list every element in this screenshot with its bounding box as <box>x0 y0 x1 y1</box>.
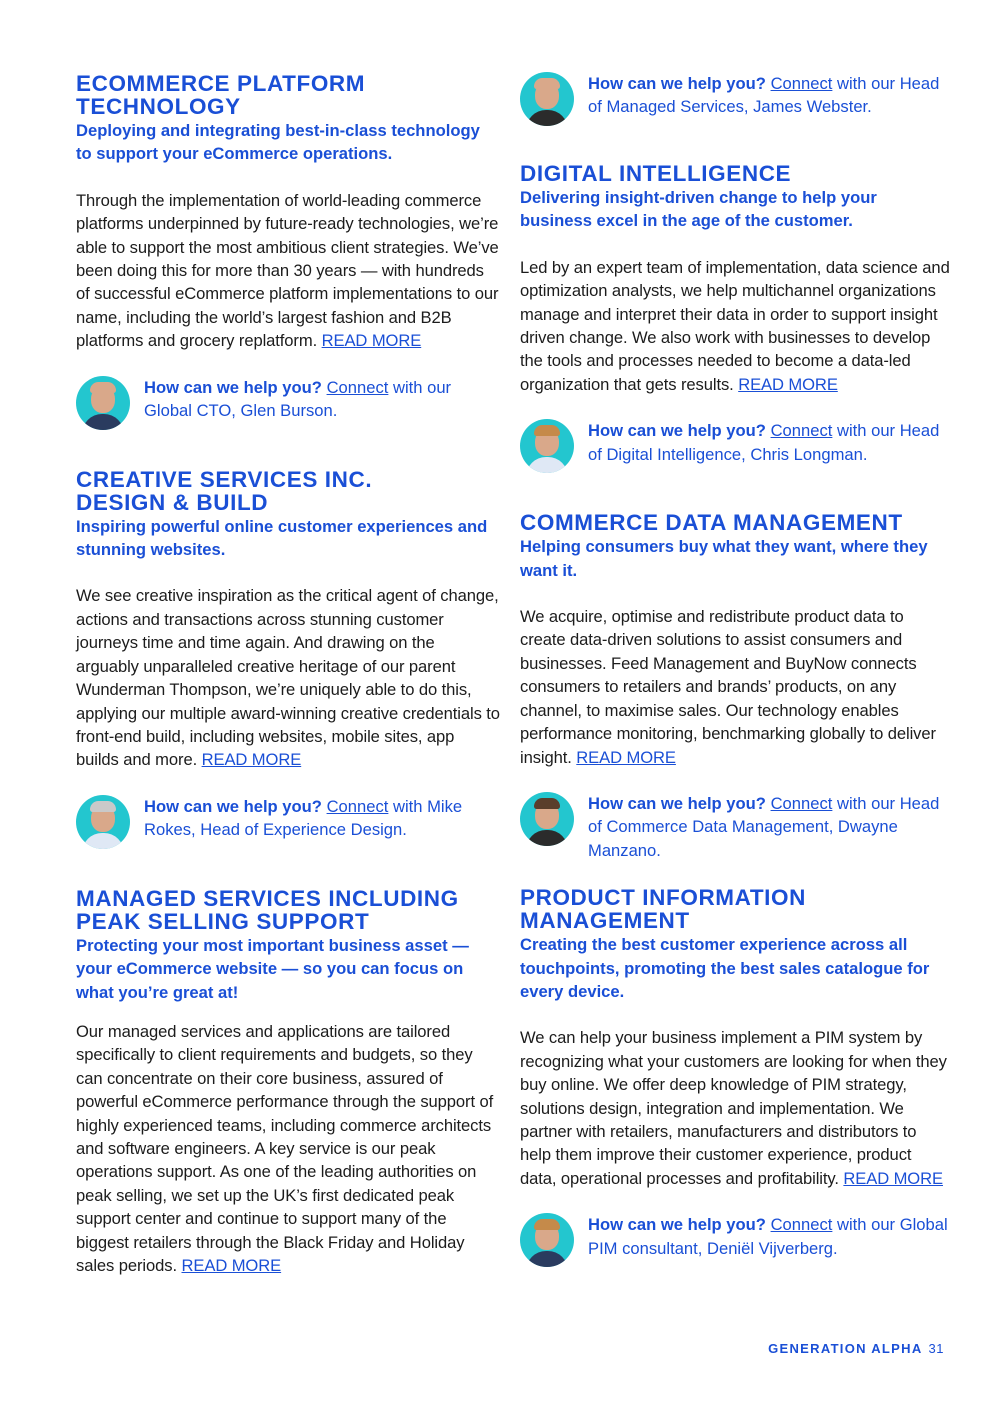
contact-text <box>144 795 500 842</box>
connect-link[interactable]: Connect <box>770 421 833 441</box>
avatar <box>520 72 574 126</box>
section-subtitle: Creating the best customer experience across all touchpoints, promoting the best sales catalogue for every device. <box>520 935 930 1001</box>
section-body <box>520 1026 950 1190</box>
section-digital-intelligence <box>520 162 950 473</box>
connect-link[interactable]: Connect <box>770 793 833 813</box>
section-title: PRODUCT INFORMATION MANAGEMENT <box>520 885 806 934</box>
section-title: CREATIVE SERVICES INC. DESIGN & BUILD <box>76 466 373 515</box>
right-column <box>520 72 950 1305</box>
contact-card <box>520 72 950 126</box>
connect-link[interactable]: Connect <box>326 377 389 397</box>
section-title: DIGITAL INTELLIGENCE <box>520 161 792 186</box>
avatar <box>520 419 574 473</box>
body-text: We can help your business implement a PIM system by recognizing what your customers are looking for when they buy online. We offer deep knowledge of PIM strategy, solutions design, integration and implementation. We partner with retailers, manufacturers and distributors to help them improve their customer experience, product data, operational processes and profitability. <box>520 1028 947 1188</box>
contact-text <box>588 792 950 862</box>
body-text: We see creative inspiration as the critical agent of change, actions and transactions across stunning customer journeys time and time again. And drawing on the arguably unparalleled creative heritage of our parent Wunderman Thompson, we’re uniquely able to do this, applying our multiple award-winning creative credentials to front-end build, including websites, mobile sites, app builds and more. <box>76 586 500 770</box>
read-more-link[interactable]: READ MORE <box>576 747 676 767</box>
read-more-link[interactable]: READ MORE <box>181 1256 282 1275</box>
contact-question: How can we help you? <box>144 377 327 397</box>
section-creative-services <box>76 468 500 849</box>
section-body <box>520 256 950 396</box>
contact-card <box>520 792 950 862</box>
section-subtitle: Protecting your most important business asset — your eCommerce website — so you can focus on what you’re great at! <box>76 935 469 1002</box>
avatar <box>520 1213 574 1267</box>
contact-details: with Mike Rokes, Head of Experience Design. <box>144 796 463 840</box>
page-footer <box>768 1341 944 1356</box>
section-title: COMMERCE DATA MANAGEMENT <box>520 510 903 536</box>
avatar <box>76 795 130 849</box>
contact-text <box>144 376 500 423</box>
section-subtitle: Helping consumers buy what they want, where they want it. <box>520 537 928 580</box>
contact-details: with our Global PIM consultant, Deniël Vijverberg. <box>588 1215 948 1258</box>
contact-card <box>520 1213 950 1267</box>
section-body <box>520 605 950 769</box>
read-more-link[interactable]: READ MORE <box>738 374 838 394</box>
body-text: Our managed services and applications are tailored specifically to client requirements and budgets, so they can concentrate on their core business, assured of powerful eCommerce performance through the support of highly experienced teams, including commerce architects and software engineers. A key service is our peak operations support. As one of the leading authorities on peak selling, we set up the UK’s first dedicated peak support center and continue to support many of the biggest retailers through the Black Friday and Holiday sales periods. <box>76 1021 494 1275</box>
section-title: ECOMMERCE PLATFORM TECHNOLOGY <box>76 71 366 119</box>
section-subtitle: Delivering insight-driven change to help your business excel in the age of the customer. <box>520 188 877 231</box>
body-text: Through the implementation of world-leading commerce platforms underpinned by future-ready technologies, we’re able to support the most ambitious client strategies. We’ve been doing this for more than 30 years — with hundreds of successful eCommerce platform implementations to our name, including the world’s largest fashion and B2B platforms and grocery replatform. <box>76 190 499 351</box>
contact-question: How can we help you? <box>588 74 771 93</box>
section-managed-services-contact <box>520 72 950 126</box>
section-subtitle: Inspiring powerful online customer experiences and stunning websites. <box>76 516 488 560</box>
body-text: Led by an expert team of implementation, data science and optimization analysts, we help multichannel organizations manage and interpret their data in order to support insight driven change. We also work with businesses to develop the tools and processes needed to become a data-led organization that gets results. <box>520 257 950 394</box>
contact-question: How can we help you? <box>588 793 771 813</box>
contact-question: How can we help you? <box>588 421 771 441</box>
footer-brand: GENERATION ALPHA <box>768 1341 923 1356</box>
read-more-link[interactable]: READ MORE <box>843 1168 943 1188</box>
contact-text <box>588 72 950 119</box>
read-more-link[interactable]: READ MORE <box>321 331 422 351</box>
avatar <box>520 792 574 846</box>
section-ecommerce-platform <box>76 72 500 430</box>
contact-card <box>520 419 950 473</box>
contact-details: with our Head of Commerce Data Management, Dwayne Manzano. <box>588 793 940 860</box>
contact-text <box>588 419 950 466</box>
avatar <box>76 376 130 430</box>
contact-details: with our Head of Managed Services, James Webster. <box>588 74 940 117</box>
section-managed-services <box>76 887 500 1278</box>
section-commerce-data-management <box>520 511 950 862</box>
connect-link[interactable]: Connect <box>326 796 389 816</box>
connect-link[interactable]: Connect <box>770 74 833 93</box>
contact-card <box>76 376 500 430</box>
section-subtitle: Deploying and integrating best-in-class technology to support your eCommerce operations. <box>76 121 480 164</box>
read-more-link[interactable]: READ MORE <box>201 750 302 770</box>
section-title: MANAGED SERVICES INCLUDING PEAK SELLING SUPPORT <box>76 885 459 934</box>
contact-text <box>588 1213 950 1260</box>
contact-card <box>76 795 500 849</box>
contact-details: with our Global CTO, Glen Burson. <box>144 377 452 421</box>
contact-question: How can we help you? <box>588 1215 771 1235</box>
page-number: 31 <box>928 1341 944 1356</box>
left-column <box>76 72 500 1315</box>
contact-details: with our Head of Digital Intelligence, Chris Longman. <box>588 421 940 464</box>
section-product-information-management <box>520 886 950 1267</box>
contact-question: How can we help you? <box>144 796 327 816</box>
section-body <box>76 584 500 771</box>
section-body <box>76 1020 500 1277</box>
section-body <box>76 189 500 353</box>
body-text: We acquire, optimise and redistribute product data to create data-driven solutions to assist consumers and businesses. Feed Management and BuyNow connects consumers to retailers and brands’ products, on any channel, to maximise sales. Our technology enables performance monitoring, benchmarking globally to deliver insight. <box>520 607 936 767</box>
connect-link[interactable]: Connect <box>770 1215 833 1235</box>
